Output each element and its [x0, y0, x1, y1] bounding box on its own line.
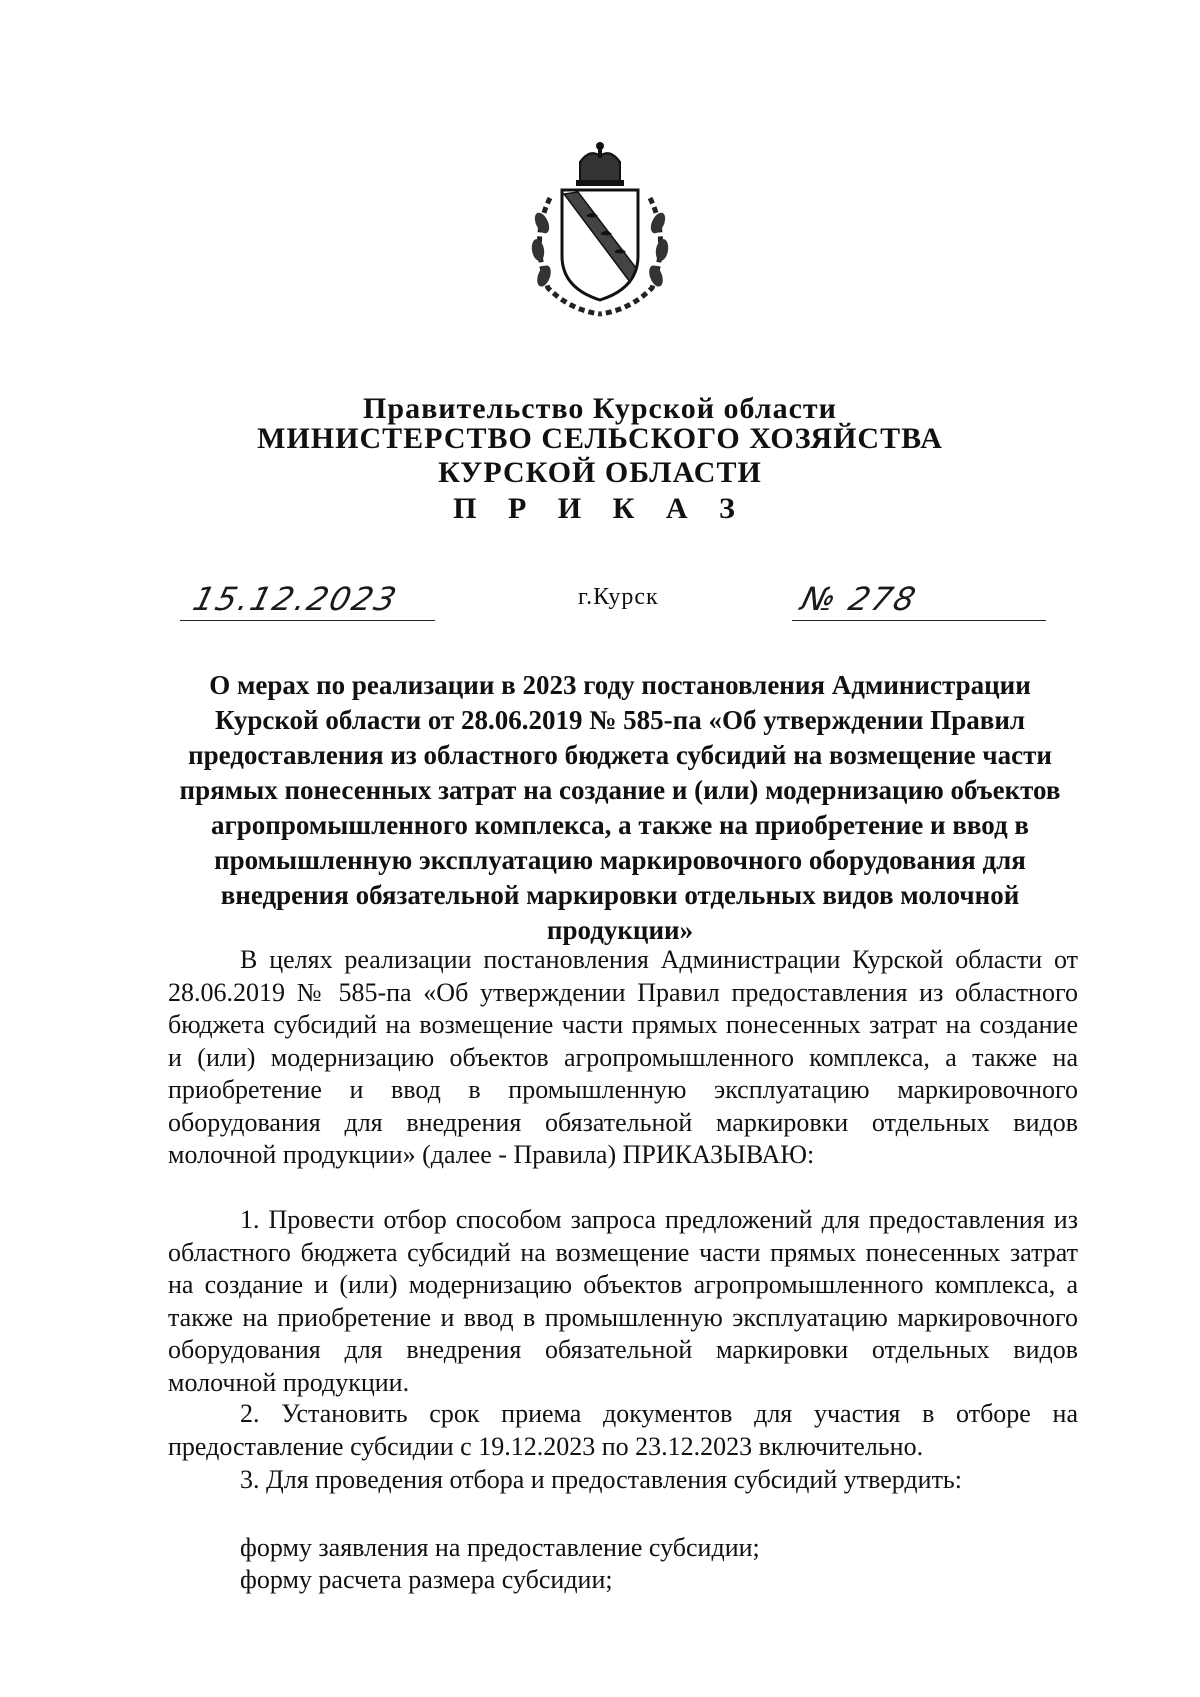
city-name: г.Курск — [578, 584, 659, 610]
government-name: Правительство Курской области — [363, 392, 837, 425]
region-name: КУРСКОЙ ОБЛАСТИ — [438, 456, 762, 489]
item-2-paragraph: 2. Установить срок приема документов для участия в отборе на предоставление субсидии с 19.12.2023 по 23.12.2023 включительно. — [168, 1399, 1078, 1461]
handwritten-number: № 278 — [797, 580, 922, 618]
item-1-paragraph: 1. Провести отбор способом запроса предложений для предоставления из областного бюджета субсидий на возмещение части прямых понесенных затрат на создание и (или) модернизацию объектов агропромышленного комплекса, а также на приобретение и ввод в промышленную эксплуатацию маркировочного оборудования для внедрения обязательной маркировки отдельных видов молочной продукции. — [168, 1205, 1078, 1397]
item-3b-paragraph: форму расчета размера субсидии; — [240, 1565, 613, 1594]
ministry-name: МИНИСТЕРСТВО СЕЛЬСКОГО ХОЗЯЙСТВА — [257, 422, 943, 455]
item-3a-paragraph: форму заявления на предоставление субсидии; — [240, 1533, 760, 1562]
date-field — [180, 580, 435, 621]
document-title: О мерах по реализации в 2023 году постановления Администрации Курской области от 28.06.2019 № 585-па «Об утверждении Правил предоставления из областного бюджета субсидий на возмещение части прямых понесенных затрат на создание и (или) модернизацию объектов агропромышленного комплекса, а также на приобретение и ввод в промышленную эксплуатацию маркировочного оборудования для внедрения обязательной маркировки отдельных видов молочной продукции» — [179, 670, 1061, 945]
number-field — [792, 580, 1046, 621]
handwritten-date: 15.12.2023 — [189, 580, 402, 618]
coat-of-arms-emblem — [520, 138, 680, 318]
item-3-paragraph: 3. Для проведения отбора и предоставления субсидий утвердить: — [240, 1465, 963, 1494]
document-type: П Р И К А З — [453, 492, 747, 525]
preamble-paragraph: В целях реализации постановления Администрации Курской области от 28.06.2019 № 585-па «Об утверждении Правил предоставления из областного бюджета субсидий на возмещение части прямых понесенных затрат на создание и (или) модернизацию объектов агропромышленного комплекса, а также на приобретение и ввод в промышленную эксплуатацию маркировочного оборудования для внедрения обязательной маркировки отдельных видов молочной продукции» (далее - Правила) ПРИКАЗЫВАЮ: — [168, 945, 1078, 1169]
